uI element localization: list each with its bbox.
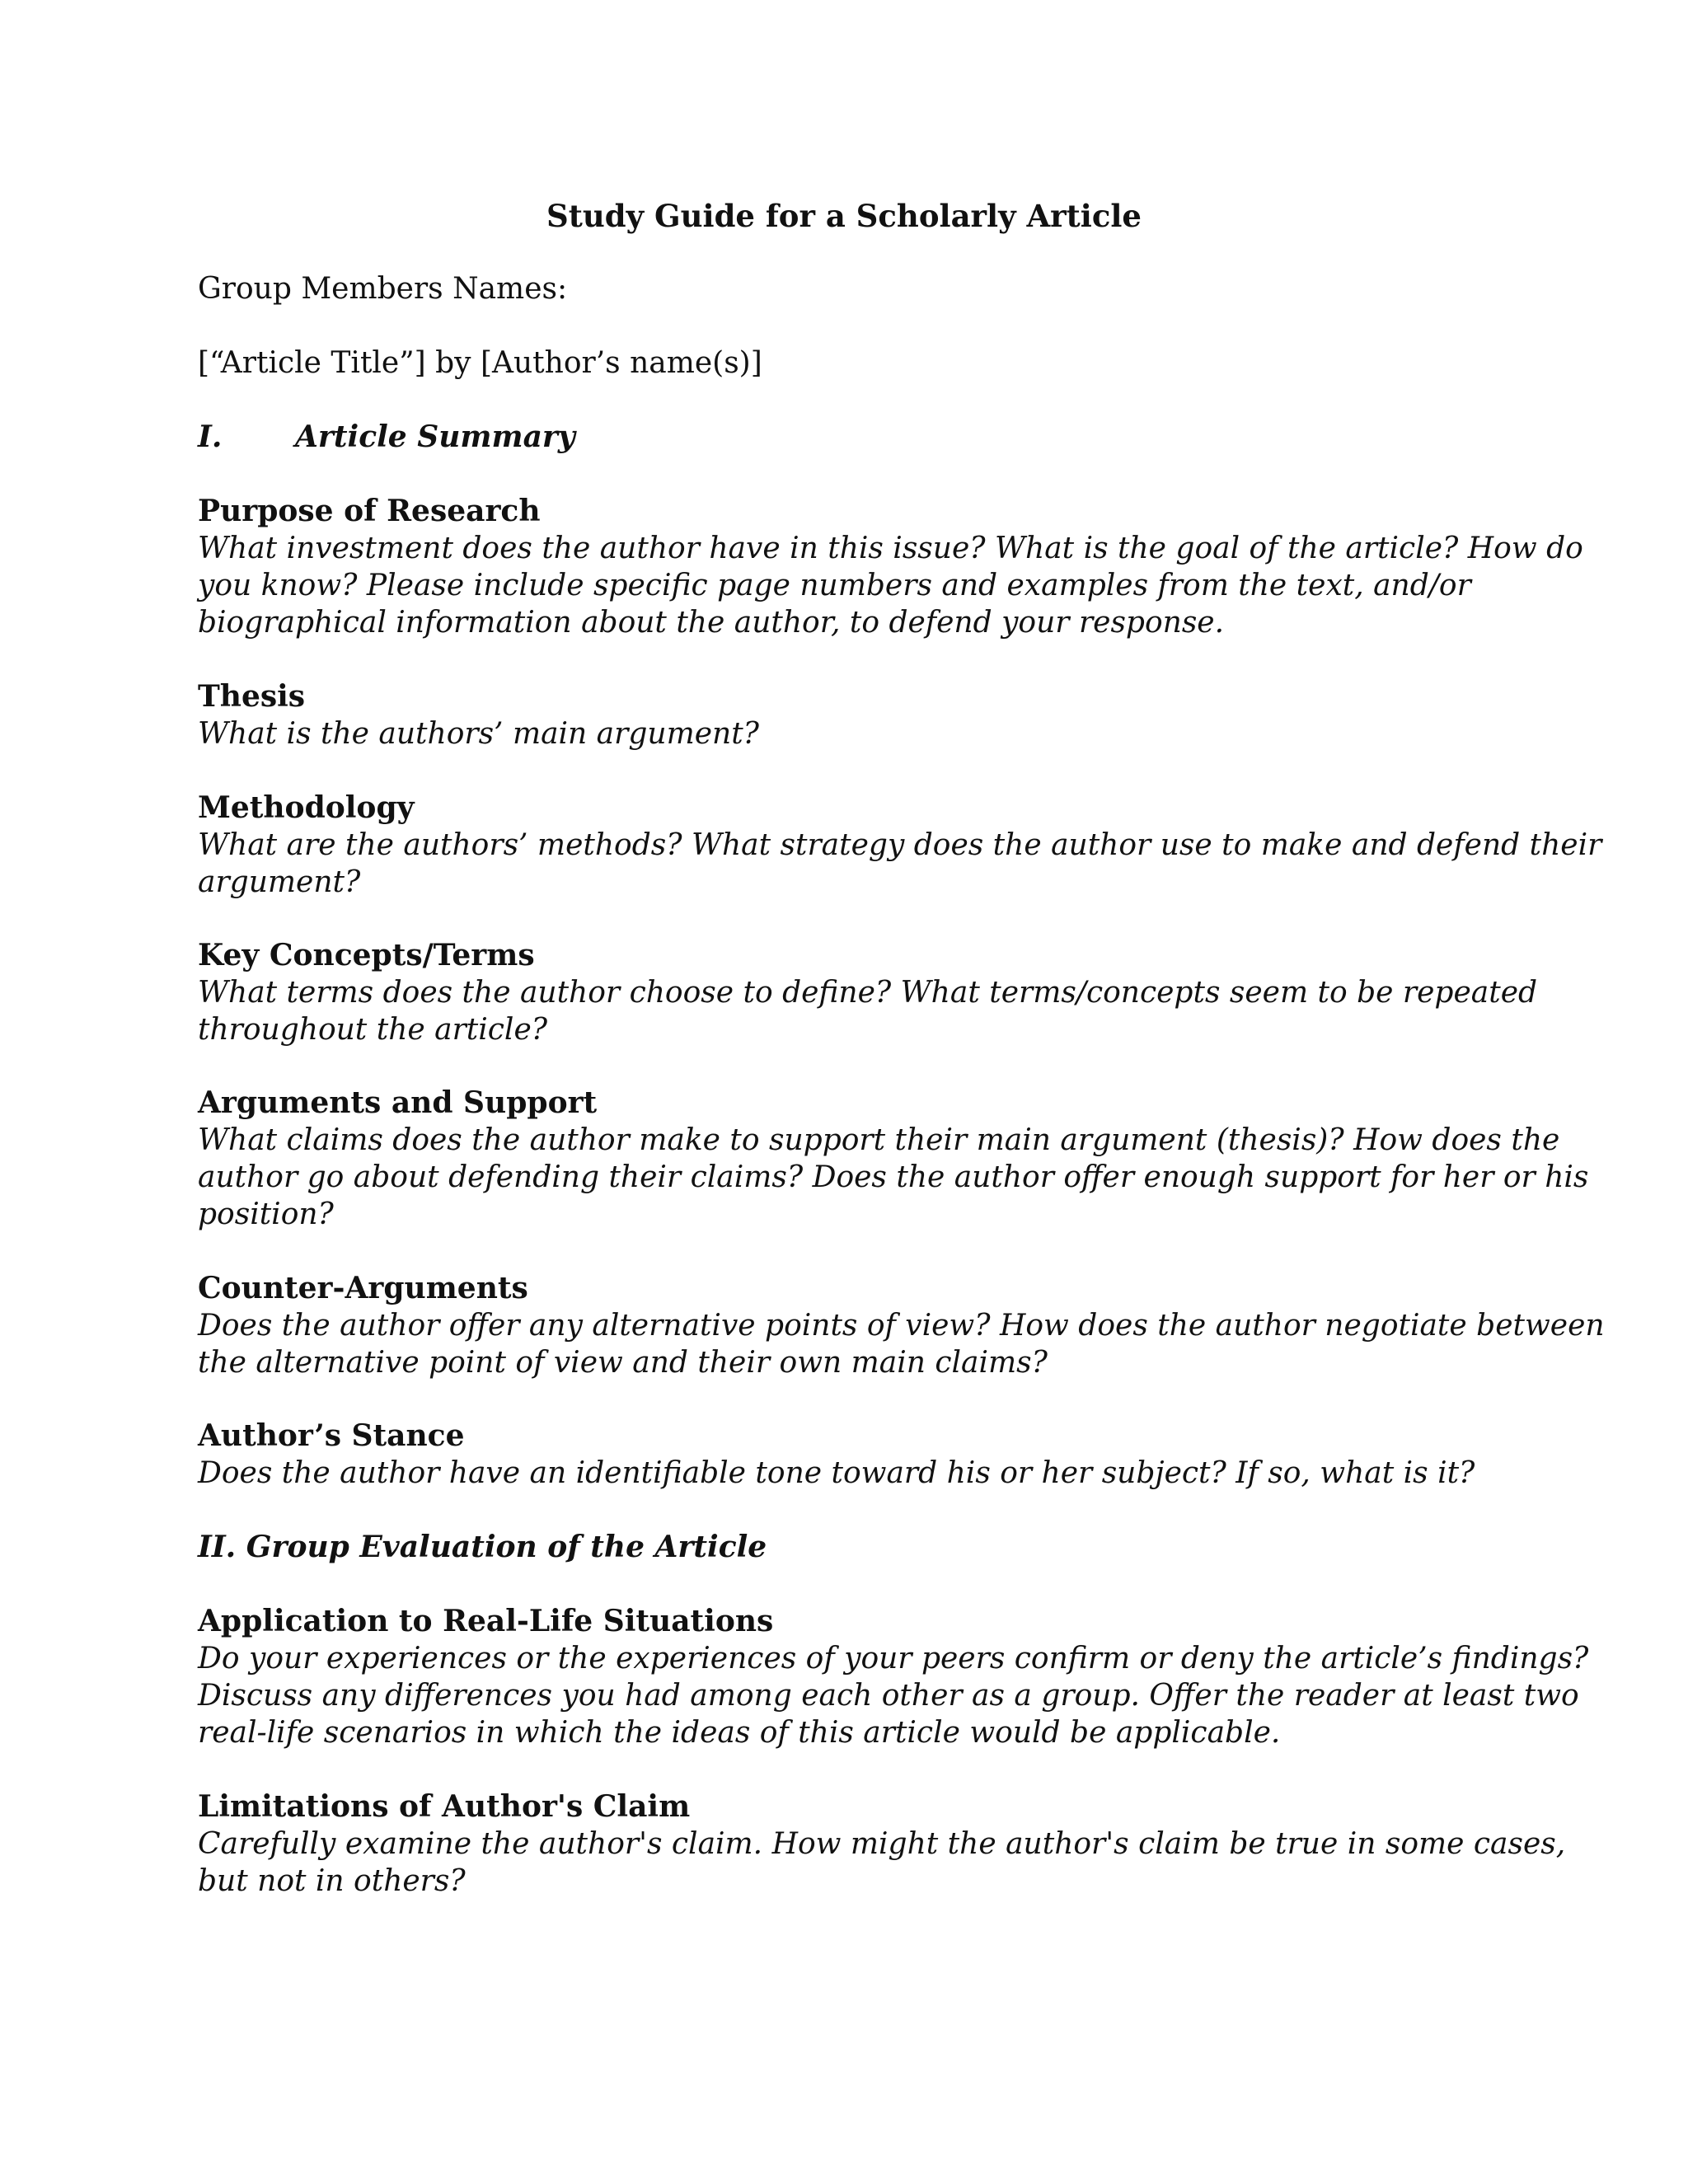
item-heading: Counter-Arguments	[198, 1271, 528, 1305]
article-title-line: [“Article Title”] by [Author’s name(s)]	[198, 346, 762, 380]
authors-stance-block	[198, 1418, 1517, 1492]
item-question-line: Does the author offer any alternative points of view? How does the author negotiate between	[198, 1309, 1605, 1343]
thesis-block	[198, 678, 1517, 752]
item-heading: Author’s Stance	[198, 1418, 465, 1453]
item-question-line: the alternative point of view and their own main claims?	[198, 1346, 1048, 1380]
item-question-line: position?	[198, 1197, 334, 1231]
item-question-line: Does the author have an identifiable tone toward his or her subject? If so, what is it?	[198, 1456, 1475, 1490]
item-heading: Application to Real-Life Situations	[198, 1604, 774, 1638]
item-question-line: Do your experiences or the experiences of your peers confirm or deny the article’s findings?	[198, 1642, 1589, 1675]
purpose-of-research-block	[198, 493, 1583, 641]
item-question-line: What are the authors’ methods? What strategy does the author use to make and defend their	[198, 828, 1602, 862]
limitations-block	[198, 1788, 1566, 1900]
item-heading: Key Concepts/Terms	[198, 938, 535, 972]
item-question-line: argument?	[198, 865, 361, 899]
item-question-line: Carefully examine the author's claim. How might the author's claim be true in some cases,	[198, 1827, 1566, 1861]
section-one-heading	[198, 419, 575, 456]
item-question-line: What terms does the author choose to define? What terms/concepts seem to be repeated	[198, 976, 1538, 1010]
item-heading: Purpose of Research	[198, 494, 541, 528]
item-question-line: real-life scenarios in which the ideas of this article would be applicable.	[198, 1716, 1281, 1750]
group-members-label: Group Members Names:	[198, 272, 568, 306]
document-title: Study Guide for a Scholarly Article	[546, 198, 1142, 234]
item-heading: Thesis	[198, 679, 306, 714]
item-heading: Limitations of Author's Claim	[198, 1789, 691, 1824]
item-question-line: What claims does the author make to support their main argument (thesis)? How does the	[198, 1123, 1560, 1157]
item-question-line: What is the authors’ main argument?	[198, 717, 759, 751]
item-question-line: Discuss any differences you had among each other as a group. Offer the reader at least two	[198, 1679, 1579, 1713]
section-two-heading: II. Group Evaluation of the Article	[198, 1530, 767, 1564]
counter-arguments-block	[198, 1270, 1605, 1381]
item-heading: Arguments and Support	[198, 1085, 598, 1120]
item-question-line: throughout the article?	[198, 1013, 548, 1047]
arguments-support-block	[198, 1085, 1589, 1233]
item-question-line: you know? Please include specific page numbers and examples from the text, and/or	[198, 569, 1471, 602]
key-concepts-block	[198, 937, 1538, 1048]
section-one-numeral: I.	[198, 419, 223, 454]
real-life-application-block	[198, 1603, 1589, 1751]
item-question-line: biographical information about the author, to defend your response.	[198, 606, 1225, 640]
section-one-label: Article Summary	[295, 419, 575, 454]
item-question-line: What investment does the author have in this issue? What is the goal of the article? How do	[198, 532, 1583, 565]
item-question-line: but not in others?	[198, 1864, 466, 1898]
methodology-block	[198, 790, 1602, 901]
item-question-line: author go about defending their claims? Does the author offer enough support for her or his	[198, 1160, 1589, 1194]
item-heading: Methodology	[198, 790, 415, 825]
